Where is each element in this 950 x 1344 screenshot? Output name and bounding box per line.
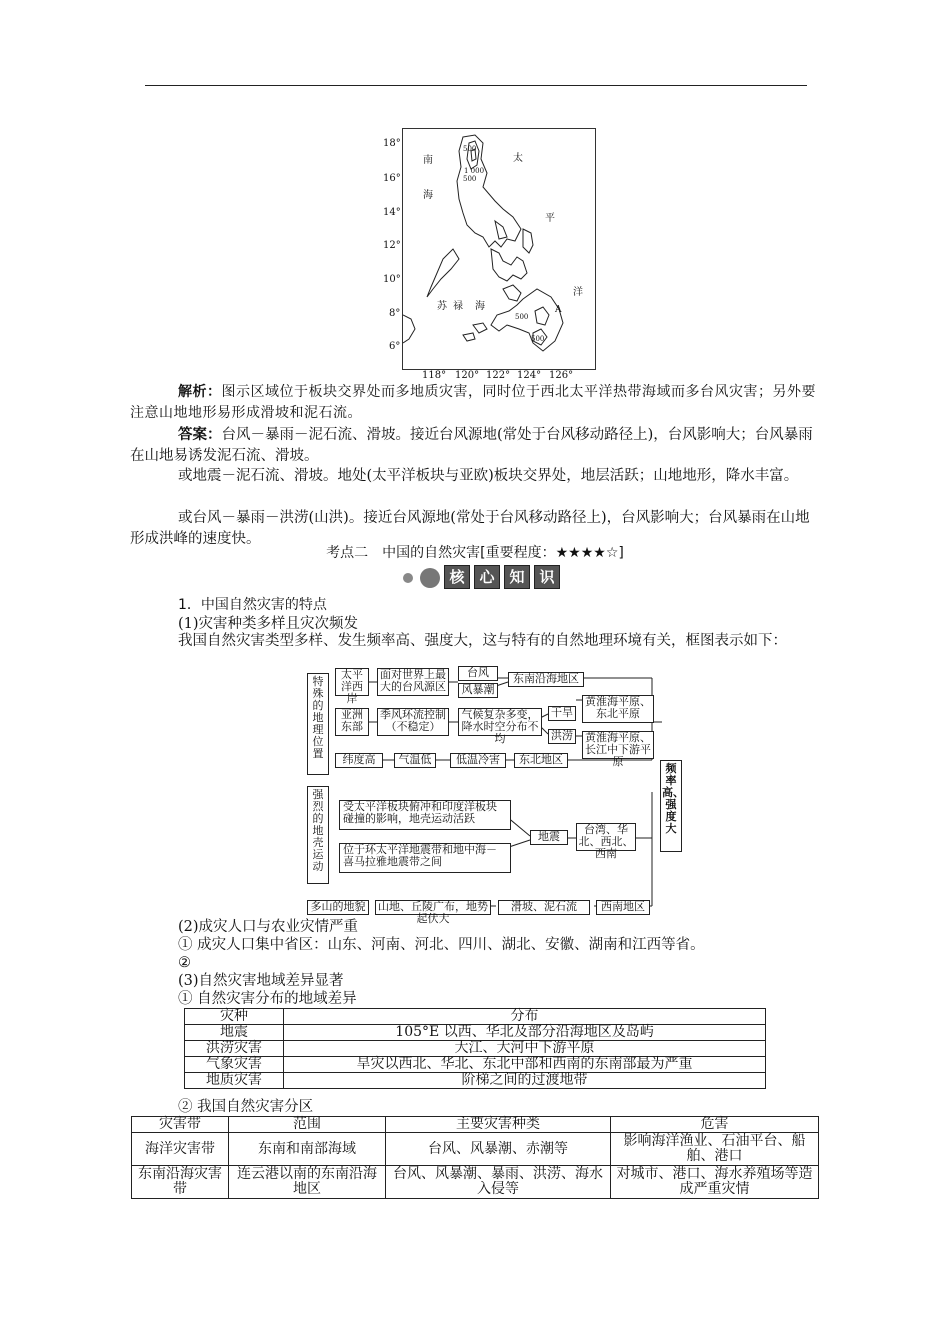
lat-label-16: 16° bbox=[383, 173, 401, 184]
lon-label-126: 126° bbox=[549, 370, 574, 381]
lat-label-6: 6° bbox=[389, 341, 401, 352]
answer-line-1: 台风－暴雨－泥石流、滑坡。接近台风源地(常处于台风移动路径上)，台风影响大；台风暴雨在山地易诱发泥石流、滑坡。 bbox=[130, 427, 813, 464]
diagram-monsoon: 季风环流控制（不稳定） bbox=[377, 708, 449, 736]
table-header: 危害 bbox=[611, 1117, 819, 1133]
answer-paragraph-1 bbox=[130, 424, 820, 467]
contour-label-1: 500 bbox=[463, 145, 477, 153]
lat-label-10: 10° bbox=[383, 274, 401, 285]
disaster-distribution-table bbox=[184, 1008, 766, 1089]
lat-label-18: 18° bbox=[383, 138, 401, 149]
table-cell: 连云港以南的东南沿海地区 bbox=[229, 1166, 386, 1199]
banner-char-4: 识 bbox=[534, 565, 560, 589]
table-row bbox=[185, 1057, 766, 1073]
diagram-low-temperature: 气温低 bbox=[394, 753, 436, 768]
diagram-east-asia: 亚洲东部 bbox=[335, 708, 369, 736]
diagram-left-top: 特殊的地理位置 bbox=[307, 673, 329, 775]
diagram-mountains: 多山的地貌 bbox=[307, 900, 369, 915]
lat-label-12: 12° bbox=[383, 240, 401, 251]
core-knowledge-banner bbox=[400, 565, 578, 589]
map-label-pacific-1: 太 bbox=[513, 153, 523, 164]
table-cell: 台风、风暴潮、赤潮等 bbox=[386, 1133, 611, 1166]
table-cell: 地质灾害 bbox=[185, 1073, 284, 1089]
table-cell: 海洋灾害带 bbox=[132, 1133, 229, 1166]
map-label-south-sea-2: 海 bbox=[423, 190, 433, 201]
diagram-typhoon-source: 面对世界上最大的台风源区 bbox=[377, 668, 449, 696]
disaster-zone-table bbox=[131, 1116, 819, 1199]
table-row bbox=[132, 1133, 819, 1166]
contour-label-3: 500 bbox=[463, 175, 477, 183]
table-cell: 105°E 以西、华北及部分沿海地区及岛屿 bbox=[284, 1025, 766, 1041]
diagram-high-latitude: 纬度高 bbox=[335, 753, 383, 768]
table-cell: 阶梯之间的过渡地带 bbox=[284, 1073, 766, 1089]
diagram-northeast: 东北地区 bbox=[514, 753, 568, 768]
lon-label-122: 122° bbox=[486, 370, 511, 381]
diagram-drought: 干旱 bbox=[548, 706, 576, 721]
section-title: 考点二 中国的自然灾害[重要程度：★★★★☆] bbox=[326, 545, 624, 561]
diagram-storm-surge: 风暴潮 bbox=[458, 683, 498, 698]
lon-label-120: 120° bbox=[455, 370, 480, 381]
table-cell: 对城市、港口、海水养殖场等造成严重灾情 bbox=[611, 1166, 819, 1199]
table-cell: 东南和南部海域 bbox=[229, 1133, 386, 1166]
diagram-landslide: 滑坡、泥石流 bbox=[498, 900, 590, 915]
subheading-3: (3)自然灾害地域差异显著 bbox=[178, 973, 344, 989]
table-cell: 旱灾以西北、华北、东北中部和西南的东南部最为严重 bbox=[284, 1057, 766, 1073]
table-row bbox=[185, 1041, 766, 1057]
table-row bbox=[185, 1025, 766, 1041]
analysis-paragraph bbox=[130, 382, 820, 424]
map-label-sulu-2: 禄 bbox=[453, 301, 463, 312]
diagram-climate: 气候复杂多变，降水时空分布不均 bbox=[458, 708, 542, 736]
diagram-typhoon: 台风 bbox=[458, 666, 498, 681]
table-cell: 洪涝灾害 bbox=[185, 1041, 284, 1057]
table-header: 灾种 bbox=[185, 1009, 284, 1025]
answer-label: 答案： bbox=[178, 426, 222, 443]
subheading-2: (2)成灾人口与农业灾情严重 bbox=[178, 919, 359, 935]
subheading-3-item-1: ① 自然灾害分布的地域差异 bbox=[178, 991, 357, 1007]
table-row bbox=[132, 1117, 819, 1133]
banner-char-2: 心 bbox=[474, 565, 500, 589]
philippines-map bbox=[402, 128, 596, 370]
diagram-seismic-belt: 位于环太平洋地震带和地中海－喜马拉雅地震带之间 bbox=[339, 843, 511, 873]
contour-label-2: 1 000 bbox=[464, 167, 485, 175]
contour-label-5: 500 bbox=[531, 335, 545, 343]
table-header: 灾害带 bbox=[132, 1117, 229, 1133]
table-header: 分布 bbox=[284, 1009, 766, 1025]
map-label-pacific-2: 平 bbox=[545, 213, 555, 224]
header-rule bbox=[145, 85, 807, 86]
banner-dots-icon bbox=[400, 566, 444, 590]
subheading-1-text: 我国自然灾害类型多样、发生频率高、强度大，这与特有的自然地理环境有关，框图表示如下： bbox=[178, 633, 787, 649]
analysis-label: 解析： bbox=[178, 384, 222, 400]
analysis-text: 图示区域位于板块交界处而多地质灾害，同时位于西北太平洋热带海域而多台风灾害；另外要注意山地地形易形成滑坡和泥石流。 bbox=[130, 384, 816, 421]
map-label-sulu-1: 苏 bbox=[437, 301, 447, 312]
diagram-se-coast: 东南沿海地区 bbox=[508, 672, 584, 687]
table-row bbox=[132, 1166, 819, 1199]
table-row bbox=[185, 1073, 766, 1089]
diagram-right: 频率高、强度大 bbox=[660, 760, 682, 852]
table-header: 范围 bbox=[229, 1117, 386, 1133]
table-row bbox=[185, 1009, 766, 1025]
map-label-south-sea-1: 南 bbox=[423, 155, 433, 166]
diagram-huang-plain: 黄淮海平原、东北平原 bbox=[582, 695, 654, 723]
contour-label-4: 500 bbox=[515, 313, 529, 321]
diagram-cold-damage: 低温冷害 bbox=[450, 753, 506, 768]
table-cell: 气象灾害 bbox=[185, 1057, 284, 1073]
table-cell: 台风、风暴潮、暴雨、洪涝、海水入侵等 bbox=[386, 1166, 611, 1199]
map-point-label: A bbox=[555, 305, 562, 315]
diagram-quake-areas: 台湾、华北、西北、西南 bbox=[576, 823, 636, 851]
lat-label-8: 8° bbox=[389, 308, 401, 319]
table-cell: 影响海洋渔业、石油平台、船舶、港口 bbox=[611, 1133, 819, 1166]
map-label-sulu-3: 海 bbox=[475, 301, 485, 312]
diagram-pacific-coast: 太平洋西岸 bbox=[335, 668, 369, 696]
diagram-hilly-terrain: 山地、丘陵广布，地势起伏大 bbox=[375, 900, 491, 915]
lon-label-118: 118° bbox=[422, 370, 447, 381]
diagram-plate-collision: 受太平洋板块俯冲和印度洋板块碰撞的影响，地壳运动活跃 bbox=[339, 800, 511, 830]
heading-1: 1．中国自然灾害的特点 bbox=[178, 597, 327, 613]
banner-char-3: 知 bbox=[504, 565, 530, 589]
subheading-2-item-2: ② bbox=[178, 955, 191, 971]
lat-label-14: 14° bbox=[383, 207, 401, 218]
diagram-southwest: 西南地区 bbox=[596, 900, 650, 915]
answer-paragraph-3: 或台风－暴雨－洪涝(山洪)。接近台风源地(常处于台风移动路径上)，台风影响大；台风暴雨在山地形成洪峰的速度快。 bbox=[130, 510, 810, 547]
table-cell: 东南沿海灾害带 bbox=[132, 1166, 229, 1199]
banner-char-1: 核 bbox=[444, 565, 470, 589]
subheading-3-item-2: ② 我国自然灾害分区 bbox=[178, 1099, 314, 1115]
subheading-1: (1)灾害种类多样且灾次频发 bbox=[178, 616, 359, 632]
map-label-pacific-3: 洋 bbox=[573, 287, 583, 298]
answer-paragraph-2: 或地震－泥石流、滑坡。地处(太平洋板块与亚欧)板块交界处，地层活跃；山地地形，降水丰富。 bbox=[178, 468, 799, 484]
diagram-huang-changjiang: 黄淮海平原、长江中下游平原 bbox=[582, 731, 654, 759]
diagram-flood: 洪涝 bbox=[548, 729, 576, 744]
table-header: 主要灾害种类 bbox=[386, 1117, 611, 1133]
table-cell: 地震 bbox=[185, 1025, 284, 1041]
table-cell: 大江、大河中下游平原 bbox=[284, 1041, 766, 1057]
diagram-earthquake: 地震 bbox=[530, 830, 568, 845]
subheading-2-item-1: ① 成灾人口集中省区：山东、河南、河北、四川、湖北、安徽、湖南和江西等省。 bbox=[178, 937, 705, 953]
lon-label-124: 124° bbox=[517, 370, 542, 381]
diagram-left-mid: 强烈的地壳运动 bbox=[307, 786, 329, 884]
